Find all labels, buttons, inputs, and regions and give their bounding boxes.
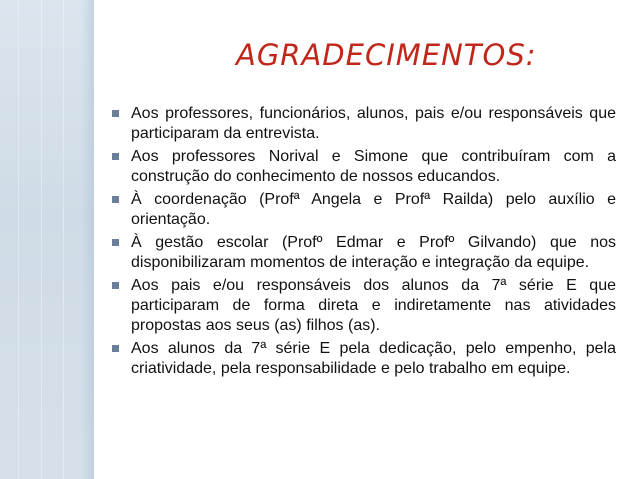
- list-item-text: Aos pais e/ou responsáveis dos alunos da 7ª série E que participaram de forma direta e indiretamente nas atividades propostas aos seus (as) filhos (as).: [131, 277, 616, 334]
- decorative-side-bar: [0, 0, 95, 479]
- side-bar-stripe: [41, 0, 42, 479]
- side-bar-stripe: [63, 0, 64, 479]
- square-bullet-icon: [112, 110, 119, 117]
- square-bullet-icon: [112, 239, 119, 246]
- list-item: [110, 147, 616, 187]
- side-bar-shade: [81, 0, 95, 479]
- square-bullet-icon: [112, 282, 119, 289]
- list-item-text: Aos professores, funcionários, alunos, pais e/ou responsáveis que participaram da entrevista.: [131, 105, 616, 142]
- slide-title: AGRADECIMENTOS:: [236, 38, 537, 72]
- list-item: [110, 104, 616, 144]
- list-item-text: Aos professores Norival e Simone que contribuíram com a construção do conhecimento de nossos educandos.: [131, 148, 616, 185]
- square-bullet-icon: [112, 153, 119, 160]
- square-bullet-icon: [112, 196, 119, 203]
- square-bullet-icon: [112, 345, 119, 352]
- side-bar-stripe: [18, 0, 19, 479]
- list-item: [110, 190, 616, 230]
- list-item: [110, 233, 616, 273]
- list-item: [110, 339, 616, 379]
- list-item-text: À gestão escolar (Profº Edmar e Profº Gilvando) que nos disponibilizaram momentos de interação e integração da equipe.: [131, 234, 616, 271]
- list-item-text: À coordenação (Profª Angela e Profª Railda) pelo auxílio e orientação.: [131, 191, 616, 228]
- list-item: [110, 276, 616, 336]
- side-bar-edge: [94, 0, 96, 479]
- acknowledgements-list: [110, 104, 616, 382]
- list-item-text: Aos alunos da 7ª série E pela dedicação, pelo empenho, pela criatividade, pela responsabilidade e pelo trabalho em equipe.: [131, 340, 616, 377]
